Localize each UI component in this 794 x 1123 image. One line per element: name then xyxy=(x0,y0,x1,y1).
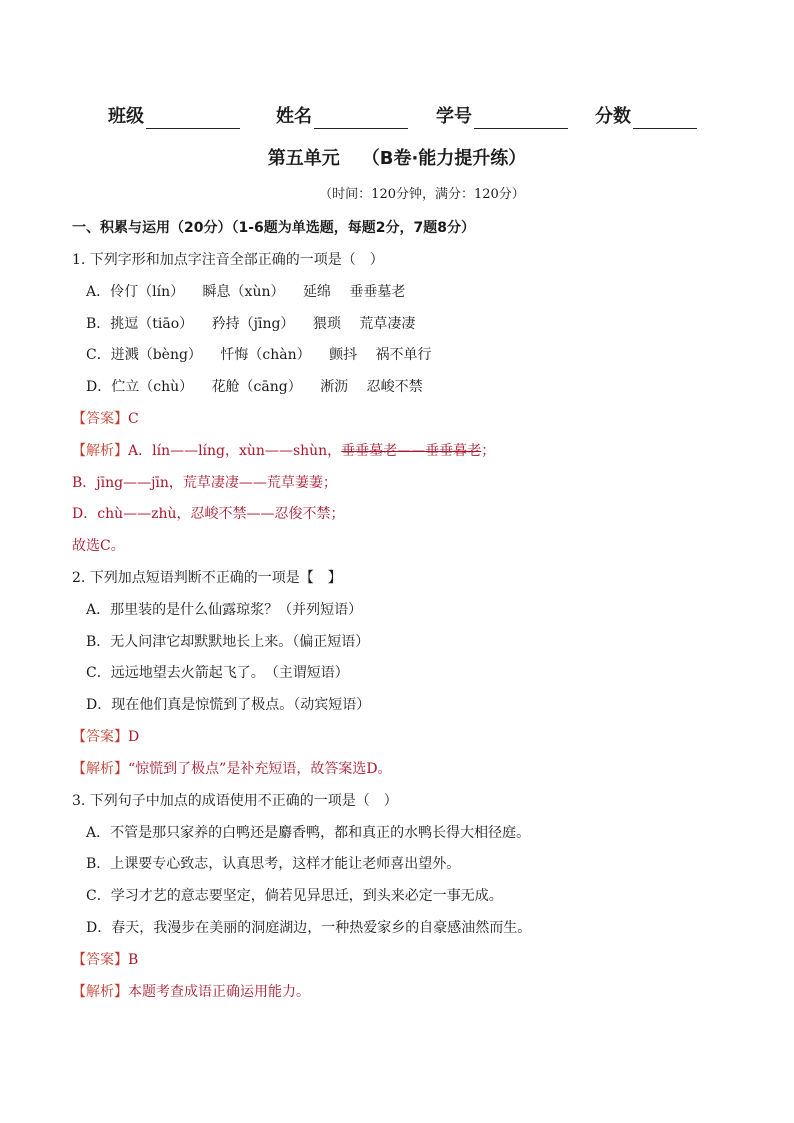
name-label: 姓名 xyxy=(276,106,312,127)
q1-a-item4: 垂垂墓老 xyxy=(349,284,406,300)
q1-answer-tag: 【答案】 xyxy=(72,411,128,427)
score-blank[interactable] xyxy=(633,128,697,129)
q1-option-c[interactable] xyxy=(86,345,432,365)
q1-c-item2: 忏悔（chàn） xyxy=(220,347,311,363)
q1-stem: 1. 下列字形和加点字注音全部正确的一项是（ ） xyxy=(72,252,384,268)
q2-option-b[interactable]: B．无人问津它却默默地长上来。（偏正短语） xyxy=(86,634,370,650)
q1-c-item3: 颤抖 xyxy=(329,347,358,363)
q1-answer-value: C xyxy=(128,411,139,427)
q1-analysis-line1 xyxy=(72,441,495,461)
class-label: 班级 xyxy=(108,106,144,127)
q3-stem: 3. 下列句子中加点的成语使用不正确的一项是（ ） xyxy=(72,793,398,809)
unit-title: 第五单元 xyxy=(267,148,340,169)
q3-analysis-tag: 【解析】 xyxy=(72,984,128,1000)
q1-a-item1: A．伶仃（lín） xyxy=(86,284,185,300)
q2-answer-value: D xyxy=(128,729,140,745)
q3-answer-tag: 【答案】 xyxy=(72,952,128,968)
q2-answer xyxy=(72,727,139,747)
q3-answer-value: B xyxy=(128,952,139,968)
q2-analysis-text: “惊慌到了极点”是补充短语，故答案选D。 xyxy=(128,761,392,777)
q2-analysis-tag: 【解析】 xyxy=(72,761,128,777)
q1-b-item3: 猥琐 xyxy=(312,316,341,332)
q2-stem: 2. 下列加点短语判断不正确的一项是【 】 xyxy=(72,570,342,586)
q2-option-c[interactable]: C．远远地望去火箭起飞了。 （主谓短语） xyxy=(86,665,349,681)
q3-option-c[interactable]: C．学习才艺的意志要坚定，倘若见异思迁，到头来必定一事无成。 xyxy=(86,888,503,904)
q1-analysis-a: A．lín——líng，xùn——shùn， xyxy=(128,443,342,459)
student-id-label: 学号 xyxy=(436,106,472,127)
student-id-blank[interactable] xyxy=(474,128,568,129)
q1-b-item4: 荒草凄凄 xyxy=(359,316,416,332)
q1-analysis-line4: 故选C。 xyxy=(72,538,125,554)
q1-a-item3: 延绵 xyxy=(302,284,331,300)
student-info-row xyxy=(0,104,794,132)
q3-option-d[interactable]: D．春天，我漫步在美丽的洞庭湖边，一种热爱家乡的自豪感油然而生。 xyxy=(86,920,532,936)
q1-analysis-a-end: ； xyxy=(481,443,496,459)
q1-option-b[interactable] xyxy=(86,314,415,334)
paper-title: （B卷·能力提升练） xyxy=(361,148,527,169)
q3-option-b[interactable]: B．上课要专心致志，认真思考，这样才能让老师喜出望外。 xyxy=(86,856,461,872)
score-label: 分数 xyxy=(595,106,631,127)
q1-analysis-a-correction: 垂垂墓老——垂垂暮老 xyxy=(341,443,482,459)
q1-option-a[interactable] xyxy=(86,282,405,302)
q3-analysis xyxy=(72,982,310,1002)
q1-option-d[interactable] xyxy=(86,377,423,397)
name-blank[interactable] xyxy=(314,128,408,129)
q1-d-item2: 花舱（cāng） xyxy=(211,379,302,395)
q3-option-a[interactable]: A．不管是那只家养的白鸭还是麝香鸭，都和真正的水鸭长得大相径庭。 xyxy=(86,825,531,841)
q2-analysis xyxy=(72,759,392,779)
q1-c-item1: C．迸溅（bèng） xyxy=(86,347,202,363)
q1-answer xyxy=(72,409,139,429)
q1-c-item4: 祸不单行 xyxy=(375,347,432,363)
q3-analysis-text: 本题考查成语正确运用能力。 xyxy=(128,984,310,1000)
q1-analysis-line3: D．chù——zhù，忍峻不禁——忍俊不禁； xyxy=(72,506,345,522)
time-info: （时间：120分钟，满分：120分） xyxy=(319,187,525,202)
q1-b-item2: 矜持（jīng） xyxy=(211,316,295,332)
section-heading: 一、积累与运用（20分）（1-6题为单选题，每题2分，7题8分） xyxy=(72,220,475,236)
q3-answer xyxy=(72,950,138,970)
q2-answer-tag: 【答案】 xyxy=(72,729,128,745)
q1-analysis-line2: B．jīng——jīn，荒草凄凄——荒草萋萋； xyxy=(72,475,337,491)
q1-d-item1: D．伫立（chù） xyxy=(86,379,194,395)
q1-d-item4: 忍峻不禁 xyxy=(366,379,423,395)
q2-option-a[interactable]: A．那里装的是什么仙露琼浆？（并列短语） xyxy=(86,602,363,618)
class-blank[interactable] xyxy=(146,128,240,129)
q2-option-d[interactable]: D．现在他们真是惊慌到了极点。（动宾短语） xyxy=(86,697,371,713)
exam-title xyxy=(0,147,794,171)
q1-b-item1: B．挑逗（tiāo） xyxy=(86,316,194,332)
q1-analysis-tag: 【解析】 xyxy=(72,443,128,459)
q1-a-item2: 瞬息（xùn） xyxy=(202,284,285,300)
q1-d-item3: 淅沥 xyxy=(320,379,349,395)
